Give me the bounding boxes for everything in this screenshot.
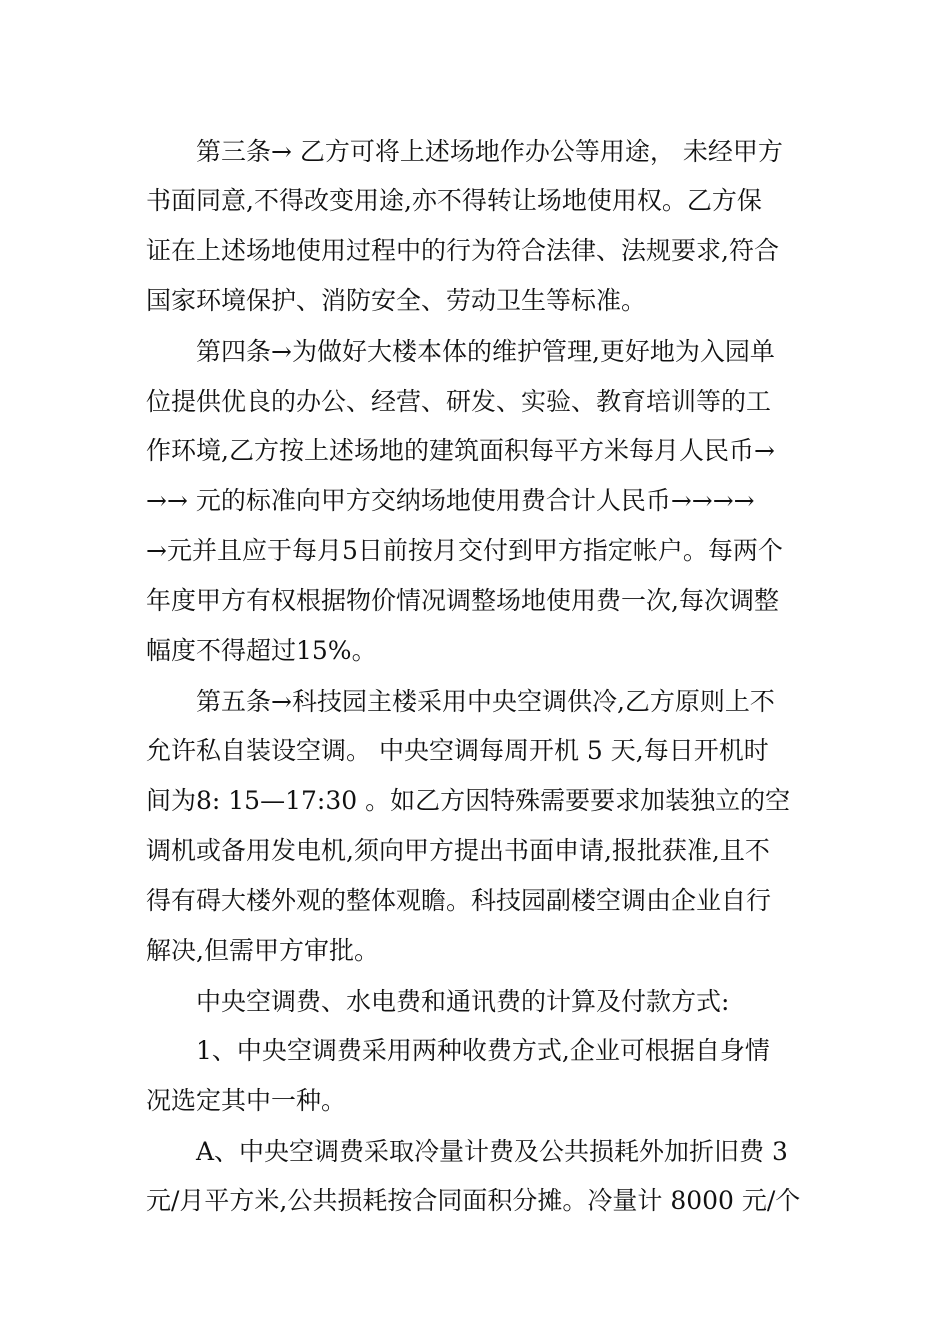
paragraph-line: 间为8: 15—17:30 。如乙方因特殊需要要求加装独立的空 xyxy=(146,786,791,815)
paragraph-line: A、中央空调费采取冷量计费及公共损耗外加折旧费 3 xyxy=(196,1137,788,1166)
paragraph-line: 国家环境保护、消防安全、劳动卫生等标准。 xyxy=(146,286,647,315)
paragraph-line: 允许私自装设空调。 中央空调每周开机 5 天,每日开机时 xyxy=(146,736,769,765)
paragraph-line: 第五条→科技园主楼采用中央空调供冷,乙方原则上不 xyxy=(196,687,775,716)
paragraph-line: 书面同意,不得改变用途,亦不得转让场地使用权。乙方保 xyxy=(146,186,762,215)
paragraph-line: 位提供优良的办公、经营、研发、实验、教育培训等的工 xyxy=(146,387,772,416)
paragraph-line: →→ 元的标准向甲方交纳场地使用费合计人民币→→→→ xyxy=(146,486,755,515)
paragraph-line: 第四条→为做好大楼本体的维护管理,更好地为入园单 xyxy=(196,337,775,366)
paragraph-line: 中央空调费、水电费和通讯费的计算及付款方式: xyxy=(196,987,730,1016)
paragraph-line: 年度甲方有权根据物价情况调整场地使用费一次,每次调整 xyxy=(146,586,779,615)
paragraph-line: 解决,但需甲方审批。 xyxy=(146,936,379,965)
paragraph-line: 幅度不得超过15%。 xyxy=(146,636,377,665)
paragraph-line: 1、中央空调费采用两种收费方式,企业可根据自身情 xyxy=(196,1036,770,1065)
paragraph-line: 得有碍大楼外观的整体观瞻。科技园副楼空调由企业自行 xyxy=(146,886,772,915)
paragraph-line: 况选定其中一种。 xyxy=(146,1086,347,1115)
paragraph-line: 调机或备用发电机,须向甲方提出书面申请,报批获准,且不 xyxy=(146,836,770,865)
paragraph-line: 第三条→ 乙方可将上述场地作办公等用途， 未经甲方 xyxy=(196,137,783,166)
paragraph-line: 元/月平方米,公共损耗按合同面积分摊。冷量计 8000 元/个 xyxy=(146,1186,801,1215)
paragraph-line: →元并且应于每月5日前按月交付到甲方指定帐户。每两个 xyxy=(146,536,783,565)
paragraph-line: 作环境,乙方按上述场地的建筑面积每平方米每月人民币→ xyxy=(146,436,775,465)
paragraph-line: 证在上述场地使用过程中的行为符合法律、法规要求,符合 xyxy=(146,236,779,265)
